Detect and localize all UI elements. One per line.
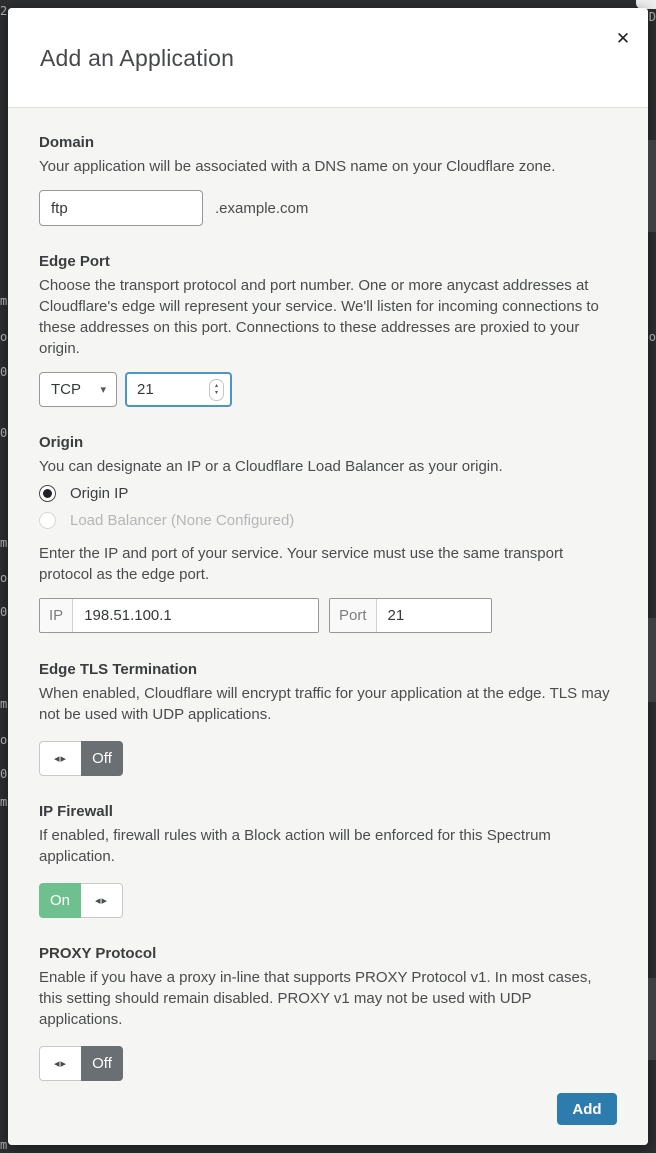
background-text-fragment: o <box>648 330 656 344</box>
toggle-knob[interactable] <box>39 1046 81 1081</box>
protocol-select[interactable] <box>39 372 117 407</box>
background-text-fragment: m <box>0 697 8 711</box>
number-stepper[interactable] <box>209 379 224 401</box>
background-block <box>648 140 656 232</box>
ip-firewall-toggle[interactable] <box>39 883 123 918</box>
background-block <box>648 618 656 702</box>
ip-prefix-label: IP <box>40 599 73 632</box>
modal-header <box>8 8 648 107</box>
edge-port-value: 21 <box>137 381 154 398</box>
origin-ip-group <box>39 598 319 633</box>
edge-tls-toggle[interactable] <box>39 741 123 776</box>
radio-disabled-icon <box>39 512 56 529</box>
proxy-protocol-section-label: PROXY Protocol <box>39 945 157 962</box>
background-text-fragment: m <box>0 294 8 308</box>
origin-description: You can designate an IP or a Cloudflare Load Balancer as your origin. <box>39 458 503 475</box>
origin-port-input[interactable] <box>377 599 491 632</box>
domain-input[interactable] <box>39 190 203 226</box>
background-text-fragment: 0 <box>0 426 8 440</box>
proxy-protocol-toggle-state: Off <box>81 1046 123 1081</box>
edge-port-section-label: Edge Port <box>39 253 110 270</box>
edge-tls-description: When enabled, Cloudflare will encrypt traffic for your application at the edge. TLS may not be used with UDP applications. <box>39 685 610 723</box>
toggle-knob[interactable] <box>81 883 123 918</box>
proxy-protocol-toggle[interactable] <box>39 1046 123 1081</box>
background-text-fragment: o <box>0 330 8 344</box>
radio-load-balancer-label: Load Balancer (None Configured) <box>70 512 295 529</box>
edge-tls-toggle-state: Off <box>81 741 123 776</box>
domain-section-label: Domain <box>39 134 95 151</box>
domain-suffix: .example.com <box>215 199 309 217</box>
toggle-arrows-icon: ◂▸ <box>53 752 68 765</box>
origin-ip-input[interactable] <box>73 599 318 632</box>
ip-firewall-toggle-state: On <box>39 883 81 918</box>
stepper-down-icon[interactable]: ▾ <box>214 388 218 396</box>
origin-ip-row <box>39 598 617 633</box>
background-text-fragment: m <box>0 795 8 809</box>
edge-port-row <box>39 372 617 407</box>
toggle-arrows-icon: ◂▸ <box>94 894 109 907</box>
radio-origin-ip[interactable] <box>39 480 617 507</box>
modal-title: Add an Application <box>40 45 235 71</box>
toggle-arrows-icon: ◂▸ <box>53 1057 68 1070</box>
background-text-fragment: D <box>648 10 656 24</box>
background-text-fragment: m <box>0 536 8 550</box>
edge-tls-section-label: Edge TLS Termination <box>39 661 198 678</box>
origin-port-group <box>329 598 492 633</box>
background-text-fragment: o <box>0 571 8 585</box>
background-text-fragment: 0 <box>0 365 8 379</box>
background-text-fragment: 2 <box>0 4 8 18</box>
add-button[interactable]: Add <box>557 1093 617 1125</box>
toggle-knob[interactable] <box>39 741 81 776</box>
proxy-protocol-description: Enable if you have a proxy in-line that supports PROXY Protocol v1. In most cases, this setting should remain disabled. PROXY v1 may not be used with UDP applications. <box>39 969 592 1028</box>
modal-body <box>8 107 648 1145</box>
edge-port-description: Choose the transport protocol and port number. One or more anycast addresses at Cloudflare's edge will represent your service. We'll listen for incoming connections to these addresses on this port. Connections to these addresses are proxied to your origin. <box>39 277 599 357</box>
port-prefix-label: Port <box>330 599 377 632</box>
close-icon[interactable]: ✕ <box>613 29 633 49</box>
modal-footer <box>39 1093 617 1145</box>
background-text-fragment: 0 <box>0 605 8 619</box>
add-application-modal <box>8 8 648 1145</box>
background-text-fragment: 0 <box>0 767 8 781</box>
radio-dot <box>43 489 52 498</box>
chevron-down-icon: ▾ <box>100 383 106 396</box>
ip-firewall-section-label: IP Firewall <box>39 803 113 820</box>
origin-section-label: Origin <box>39 434 84 451</box>
domain-row <box>39 190 617 226</box>
edge-port-input[interactable] <box>125 372 232 407</box>
background-text-fragment: o <box>0 733 8 747</box>
radio-load-balancer <box>39 507 617 534</box>
protocol-select-value: TCP <box>51 381 81 398</box>
ip-firewall-description: If enabled, firewall rules with a Block action will be enforced for this Spectrum application. <box>39 827 551 865</box>
origin-note: Enter the IP and port of your service. Your service must use the same transport protocol as the edge port. <box>39 545 564 583</box>
background-text-fragment: m <box>0 1138 8 1152</box>
radio-origin-ip-label: Origin IP <box>70 485 129 502</box>
radio-selected-icon[interactable] <box>39 485 56 502</box>
domain-description: Your application will be associated with a DNS name on your Cloudflare zone. <box>39 158 556 175</box>
background-block <box>648 978 656 1060</box>
stepper-up-icon[interactable]: ▴ <box>214 381 218 389</box>
